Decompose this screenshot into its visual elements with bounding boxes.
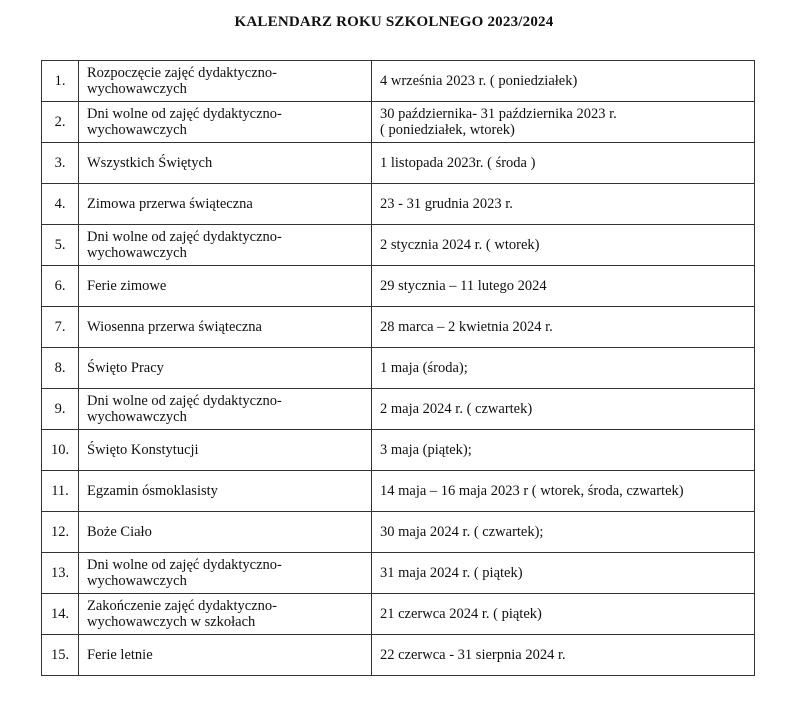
event-name-line: Dni wolne od zajęć dydaktyczno- (87, 106, 282, 122)
event-name-line: wychowawczych w szkołach (87, 614, 256, 630)
event-name-line: Dni wolne od zajęć dydaktyczno- (87, 229, 282, 245)
event-cell (79, 635, 372, 676)
row-number: 1. (42, 61, 79, 102)
date-line: 2 stycznia 2024 r. ( wtorek) (380, 237, 540, 253)
date-line: 1 listopada 2023r. ( środa ) (380, 155, 536, 171)
table-row (42, 594, 755, 635)
table-row (42, 266, 755, 307)
event-cell (79, 553, 372, 594)
date-line: 30 października- 31 października 2023 r. (380, 106, 617, 122)
event-name-line: wychowawczych (87, 573, 187, 589)
date-line: 4 września 2023 r. ( poniedziałek) (380, 73, 578, 89)
table-row (42, 553, 755, 594)
event-cell (79, 307, 372, 348)
table-row (42, 389, 755, 430)
row-number: 6. (42, 266, 79, 307)
date-cell (372, 348, 755, 389)
event-name-line: Ferie letnie (87, 647, 153, 663)
event-name-line: Zakończenie zajęć dydaktyczno- (87, 598, 278, 614)
row-number: 15. (42, 635, 79, 676)
row-number: 10. (42, 430, 79, 471)
row-number: 2. (42, 102, 79, 143)
row-number: 5. (42, 225, 79, 266)
table-row (42, 512, 755, 553)
date-line: 29 stycznia – 11 lutego 2024 (380, 278, 547, 294)
event-name-line: wychowawczych (87, 245, 187, 261)
row-number: 11. (42, 471, 79, 512)
row-number: 13. (42, 553, 79, 594)
row-number: 3. (42, 143, 79, 184)
date-line: 2 maja 2024 r. ( czwartek) (380, 401, 533, 417)
date-line: ( poniedziałek, wtorek) (380, 122, 515, 138)
row-number: 4. (42, 184, 79, 225)
date-cell (372, 143, 755, 184)
event-cell (79, 143, 372, 184)
date-line: 22 czerwca - 31 sierpnia 2024 r. (380, 647, 566, 663)
row-number: 12. (42, 512, 79, 553)
date-line: 28 marca – 2 kwietnia 2024 r. (380, 319, 553, 335)
date-cell (372, 635, 755, 676)
event-cell (79, 266, 372, 307)
date-cell (372, 512, 755, 553)
date-cell (372, 594, 755, 635)
date-line: 23 - 31 grudnia 2023 r. (380, 196, 513, 212)
table-row (42, 471, 755, 512)
date-cell (372, 266, 755, 307)
date-cell (372, 471, 755, 512)
table-row (42, 61, 755, 102)
date-line: 30 maja 2024 r. ( czwartek); (380, 524, 544, 540)
event-cell (79, 102, 372, 143)
date-line: 21 czerwca 2024 r. ( piątek) (380, 606, 542, 622)
date-cell (372, 307, 755, 348)
date-cell (372, 430, 755, 471)
date-line: 3 maja (piątek); (380, 442, 472, 458)
table-row (42, 102, 755, 143)
page-title: KALENDARZ ROKU SZKOLNEGO 2023/2024 (234, 14, 554, 30)
event-cell (79, 184, 372, 225)
date-line: 14 maja – 16 maja 2023 r ( wtorek, środa, czwartek) (380, 483, 684, 499)
event-name-line: Egzamin ósmoklasisty (87, 483, 218, 499)
event-cell (79, 471, 372, 512)
event-cell (79, 430, 372, 471)
event-name-line: Dni wolne od zajęć dydaktyczno- (87, 393, 282, 409)
event-name-line: Wszystkich Świętych (87, 155, 213, 171)
date-cell (372, 61, 755, 102)
event-name-line: Zimowa przerwa świąteczna (87, 196, 253, 212)
table-row (42, 184, 755, 225)
event-name-line: Rozpoczęcie zajęć dydaktyczno- (87, 65, 278, 81)
event-cell (79, 594, 372, 635)
row-number: 9. (42, 389, 79, 430)
row-number: 8. (42, 348, 79, 389)
date-cell (372, 553, 755, 594)
event-cell (79, 512, 372, 553)
row-number: 7. (42, 307, 79, 348)
date-cell (372, 102, 755, 143)
event-cell (79, 61, 372, 102)
row-number: 14. (42, 594, 79, 635)
event-cell (79, 225, 372, 266)
event-cell (79, 348, 372, 389)
event-name-line: wychowawczych (87, 81, 187, 97)
event-name-line: Boże Ciało (87, 524, 152, 540)
event-name-line: wychowawczych (87, 122, 187, 138)
date-cell (372, 225, 755, 266)
table-row (42, 307, 755, 348)
date-cell (372, 389, 755, 430)
date-line: 1 maja (środa); (380, 360, 468, 376)
event-name-line: Święto Pracy (87, 360, 164, 376)
date-line: 31 maja 2024 r. ( piątek) (380, 565, 523, 581)
event-name-line: Święto Konstytucji (87, 442, 199, 458)
event-cell (79, 389, 372, 430)
school-calendar-table (41, 60, 755, 676)
table-row (42, 348, 755, 389)
event-name-line: Wiosenna przerwa świąteczna (87, 319, 262, 335)
date-cell (372, 184, 755, 225)
table-row (42, 225, 755, 266)
table-row (42, 143, 755, 184)
event-name-line: wychowawczych (87, 409, 187, 425)
table-row (42, 430, 755, 471)
table-row (42, 635, 755, 676)
calendar-table-body (42, 61, 755, 676)
event-name-line: Ferie zimowe (87, 278, 167, 294)
event-name-line: Dni wolne od zajęć dydaktyczno- (87, 557, 282, 573)
